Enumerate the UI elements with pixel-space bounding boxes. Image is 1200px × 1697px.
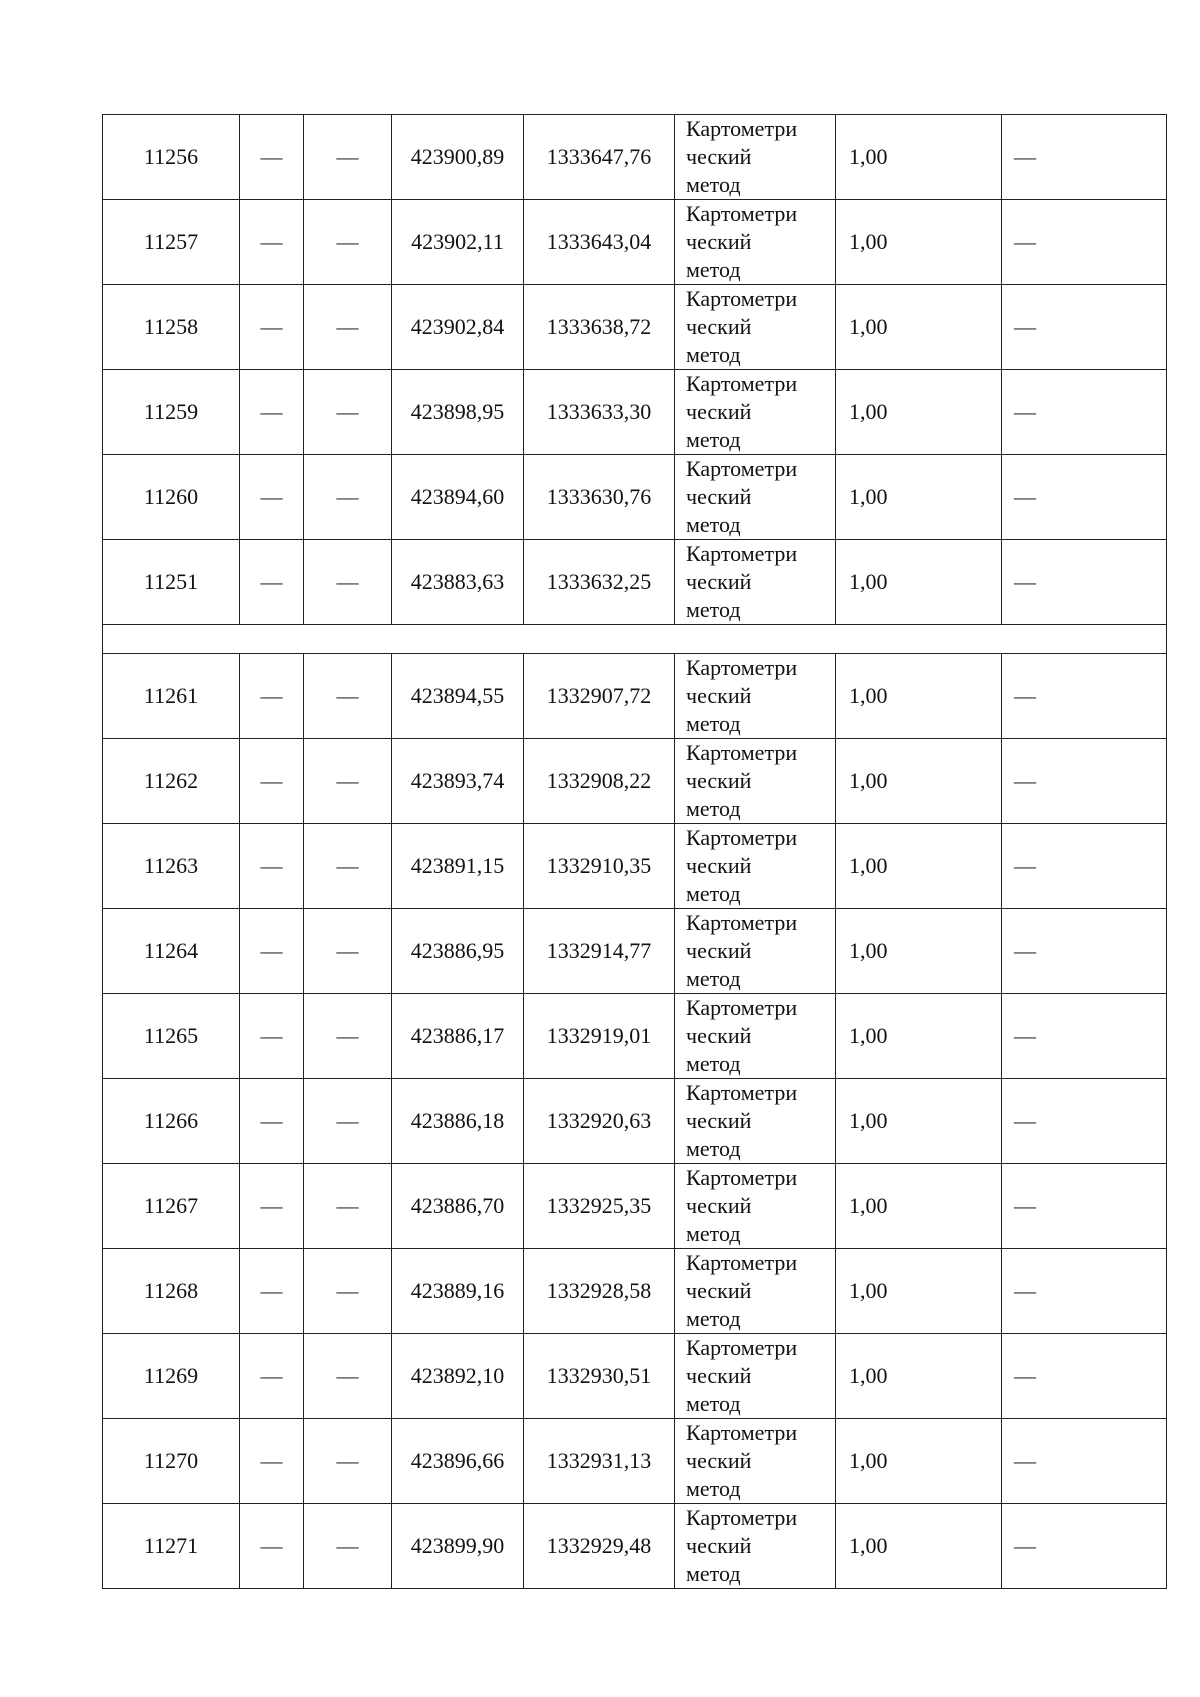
empty-dash-cell: — <box>304 1249 392 1334</box>
method-line: метод <box>686 1051 741 1076</box>
empty-dash-cell: — <box>1002 1249 1167 1334</box>
coordinate-x-cell: 423883,63 <box>392 540 524 625</box>
method-line: метод <box>686 1476 741 1501</box>
empty-dash-cell: — <box>240 654 304 739</box>
method-cell <box>675 455 836 540</box>
method-line: ческий <box>686 1448 752 1473</box>
method-line: ческий <box>686 683 752 708</box>
empty-dash-cell: — <box>240 115 304 200</box>
point-number-cell: 11256 <box>103 115 240 200</box>
coordinate-y-cell: 1333638,72 <box>524 285 675 370</box>
method-line: метод <box>686 512 741 537</box>
empty-dash-cell: — <box>240 1334 304 1419</box>
method-line: метод <box>686 427 741 452</box>
coordinate-y-cell: 1333647,76 <box>524 115 675 200</box>
method-cell <box>675 200 836 285</box>
method-cell <box>675 370 836 455</box>
method-line: метод <box>686 1561 741 1586</box>
group-separator-cell <box>103 625 1167 654</box>
table-row <box>103 739 1167 824</box>
coordinates-table <box>102 114 1167 1589</box>
empty-dash-cell: — <box>304 540 392 625</box>
table-row <box>103 824 1167 909</box>
accuracy-cell: 1,00 <box>836 824 1002 909</box>
accuracy-cell: 1,00 <box>836 1164 1002 1249</box>
table-row <box>103 1164 1167 1249</box>
point-number-cell: 11257 <box>103 200 240 285</box>
coordinate-x-cell: 423889,16 <box>392 1249 524 1334</box>
empty-dash-cell: — <box>304 200 392 285</box>
coordinate-y-cell: 1333633,30 <box>524 370 675 455</box>
empty-dash-cell: — <box>1002 540 1167 625</box>
empty-dash-cell: — <box>1002 994 1167 1079</box>
method-line: метод <box>686 597 741 622</box>
accuracy-cell: 1,00 <box>836 455 1002 540</box>
point-number-cell: 11262 <box>103 739 240 824</box>
empty-dash-cell: — <box>304 115 392 200</box>
empty-dash-cell: — <box>240 1504 304 1589</box>
table-row <box>103 370 1167 455</box>
empty-dash-cell: — <box>240 200 304 285</box>
empty-dash-cell: — <box>304 1419 392 1504</box>
method-line: ческий <box>686 1363 752 1388</box>
empty-dash-cell: — <box>1002 1164 1167 1249</box>
point-number-cell: 11270 <box>103 1419 240 1504</box>
method-cell <box>675 1079 836 1164</box>
empty-dash-cell: — <box>1002 1419 1167 1504</box>
method-line: Картометри <box>686 371 798 396</box>
coordinate-x-cell: 423893,74 <box>392 739 524 824</box>
method-line: Картометри <box>686 1165 798 1190</box>
empty-dash-cell: — <box>240 739 304 824</box>
method-line: Картометри <box>686 1250 798 1275</box>
method-line: метод <box>686 1391 741 1416</box>
empty-dash-cell: — <box>304 1164 392 1249</box>
point-number-cell: 11271 <box>103 1504 240 1589</box>
method-line: Картометри <box>686 1505 798 1530</box>
coordinate-x-cell: 423886,17 <box>392 994 524 1079</box>
point-number-cell: 11259 <box>103 370 240 455</box>
empty-dash-cell: — <box>1002 909 1167 994</box>
accuracy-cell: 1,00 <box>836 739 1002 824</box>
method-cell <box>675 994 836 1079</box>
empty-dash-cell: — <box>1002 1079 1167 1164</box>
coordinate-y-cell: 1332931,13 <box>524 1419 675 1504</box>
coordinate-x-cell: 423898,95 <box>392 370 524 455</box>
method-line: Картометри <box>686 201 798 226</box>
table-row <box>103 1419 1167 1504</box>
method-line: Картометри <box>686 1335 798 1360</box>
method-cell <box>675 115 836 200</box>
method-line: Картометри <box>686 541 798 566</box>
empty-dash-cell: — <box>304 654 392 739</box>
coordinate-x-cell: 423899,90 <box>392 1504 524 1589</box>
empty-dash-cell: — <box>240 824 304 909</box>
table-row <box>103 1504 1167 1589</box>
coordinate-y-cell: 1332929,48 <box>524 1504 675 1589</box>
method-line: метод <box>686 172 741 197</box>
method-line: ческий <box>686 1533 752 1558</box>
coordinate-y-cell: 1332920,63 <box>524 1079 675 1164</box>
method-line: Картометри <box>686 995 798 1020</box>
empty-dash-cell: — <box>1002 285 1167 370</box>
point-number-cell: 11260 <box>103 455 240 540</box>
method-line: Картометри <box>686 655 798 680</box>
method-line: ческий <box>686 1023 752 1048</box>
point-number-cell: 11264 <box>103 909 240 994</box>
accuracy-cell: 1,00 <box>836 909 1002 994</box>
coordinate-y-cell: 1332930,51 <box>524 1334 675 1419</box>
method-line: Картометри <box>686 456 798 481</box>
empty-dash-cell: — <box>304 909 392 994</box>
coordinate-x-cell: 423902,11 <box>392 200 524 285</box>
empty-dash-cell: — <box>240 1249 304 1334</box>
method-line: ческий <box>686 399 752 424</box>
method-cell <box>675 909 836 994</box>
method-line: ческий <box>686 938 752 963</box>
method-line: метод <box>686 796 741 821</box>
point-number-cell: 11251 <box>103 540 240 625</box>
accuracy-cell: 1,00 <box>836 1249 1002 1334</box>
empty-dash-cell: — <box>304 1504 392 1589</box>
empty-dash-cell: — <box>1002 1504 1167 1589</box>
method-cell <box>675 824 836 909</box>
accuracy-cell: 1,00 <box>836 1419 1002 1504</box>
coordinate-x-cell: 423886,70 <box>392 1164 524 1249</box>
coordinate-y-cell: 1333630,76 <box>524 455 675 540</box>
accuracy-cell: 1,00 <box>836 994 1002 1079</box>
table-row <box>103 200 1167 285</box>
coordinate-x-cell: 423886,95 <box>392 909 524 994</box>
method-line: Картометри <box>686 286 798 311</box>
empty-dash-cell: — <box>1002 654 1167 739</box>
table-row <box>103 285 1167 370</box>
coordinate-y-cell: 1332925,35 <box>524 1164 675 1249</box>
accuracy-cell: 1,00 <box>836 540 1002 625</box>
empty-dash-cell: — <box>1002 1334 1167 1419</box>
method-line: Картометри <box>686 740 798 765</box>
method-line: ческий <box>686 484 752 509</box>
method-line: метод <box>686 1136 741 1161</box>
empty-dash-cell: — <box>1002 370 1167 455</box>
method-line: Картометри <box>686 1080 798 1105</box>
coordinate-y-cell: 1332919,01 <box>524 994 675 1079</box>
group-separator-row <box>103 625 1167 654</box>
method-line: ческий <box>686 229 752 254</box>
empty-dash-cell: — <box>240 1419 304 1504</box>
empty-dash-cell: — <box>240 370 304 455</box>
accuracy-cell: 1,00 <box>836 370 1002 455</box>
method-line: ческий <box>686 144 752 169</box>
point-number-cell: 11265 <box>103 994 240 1079</box>
method-cell <box>675 1419 836 1504</box>
empty-dash-cell: — <box>240 1079 304 1164</box>
method-line: Картометри <box>686 116 798 141</box>
point-number-cell: 11267 <box>103 1164 240 1249</box>
point-number-cell: 11268 <box>103 1249 240 1334</box>
coordinate-x-cell: 423902,84 <box>392 285 524 370</box>
empty-dash-cell: — <box>304 370 392 455</box>
accuracy-cell: 1,00 <box>836 1334 1002 1419</box>
method-cell <box>675 739 836 824</box>
method-line: метод <box>686 257 741 282</box>
method-line: метод <box>686 881 741 906</box>
coordinate-y-cell: 1332914,77 <box>524 909 675 994</box>
method-line: ческий <box>686 569 752 594</box>
coordinate-y-cell: 1332908,22 <box>524 739 675 824</box>
empty-dash-cell: — <box>240 909 304 994</box>
table-row <box>103 1249 1167 1334</box>
empty-dash-cell: — <box>1002 824 1167 909</box>
accuracy-cell: 1,00 <box>836 1079 1002 1164</box>
empty-dash-cell: — <box>1002 200 1167 285</box>
empty-dash-cell: — <box>240 285 304 370</box>
method-line: метод <box>686 711 741 736</box>
method-cell <box>675 654 836 739</box>
method-line: ческий <box>686 768 752 793</box>
document-page <box>102 114 1166 1589</box>
coordinate-x-cell: 423896,66 <box>392 1419 524 1504</box>
method-line: Картометри <box>686 825 798 850</box>
method-line: Картометри <box>686 1420 798 1445</box>
coordinate-x-cell: 423894,60 <box>392 455 524 540</box>
method-line: ческий <box>686 314 752 339</box>
empty-dash-cell: — <box>304 739 392 824</box>
empty-dash-cell: — <box>304 285 392 370</box>
accuracy-cell: 1,00 <box>836 115 1002 200</box>
method-cell <box>675 540 836 625</box>
method-line: ческий <box>686 1108 752 1133</box>
empty-dash-cell: — <box>1002 455 1167 540</box>
coordinate-y-cell: 1332907,72 <box>524 654 675 739</box>
accuracy-cell: 1,00 <box>836 285 1002 370</box>
point-number-cell: 11258 <box>103 285 240 370</box>
table-row <box>103 115 1167 200</box>
empty-dash-cell: — <box>304 994 392 1079</box>
table-row <box>103 540 1167 625</box>
coordinate-y-cell: 1333643,04 <box>524 200 675 285</box>
empty-dash-cell: — <box>304 455 392 540</box>
method-line: метод <box>686 1221 741 1246</box>
coordinate-y-cell: 1332910,35 <box>524 824 675 909</box>
method-cell <box>675 1164 836 1249</box>
coordinate-x-cell: 423892,10 <box>392 1334 524 1419</box>
table-row <box>103 1334 1167 1419</box>
empty-dash-cell: — <box>240 455 304 540</box>
point-number-cell: 11261 <box>103 654 240 739</box>
method-line: метод <box>686 966 741 991</box>
coordinate-y-cell: 1332928,58 <box>524 1249 675 1334</box>
method-cell <box>675 285 836 370</box>
coordinate-x-cell: 423886,18 <box>392 1079 524 1164</box>
table-row <box>103 1079 1167 1164</box>
method-cell <box>675 1334 836 1419</box>
empty-dash-cell: — <box>304 824 392 909</box>
empty-dash-cell: — <box>240 540 304 625</box>
table-row <box>103 455 1167 540</box>
empty-dash-cell: — <box>304 1334 392 1419</box>
empty-dash-cell: — <box>304 1079 392 1164</box>
method-line: Картометри <box>686 910 798 935</box>
method-cell <box>675 1504 836 1589</box>
method-line: метод <box>686 1306 741 1331</box>
coordinate-y-cell: 1333632,25 <box>524 540 675 625</box>
point-number-cell: 11269 <box>103 1334 240 1419</box>
empty-dash-cell: — <box>240 994 304 1079</box>
accuracy-cell: 1,00 <box>836 1504 1002 1589</box>
method-line: ческий <box>686 1278 752 1303</box>
method-line: метод <box>686 342 741 367</box>
method-cell <box>675 1249 836 1334</box>
coordinate-x-cell: 423891,15 <box>392 824 524 909</box>
coordinate-x-cell: 423900,89 <box>392 115 524 200</box>
method-line: ческий <box>686 853 752 878</box>
empty-dash-cell: — <box>240 1164 304 1249</box>
table-row <box>103 994 1167 1079</box>
method-line: ческий <box>686 1193 752 1218</box>
accuracy-cell: 1,00 <box>836 200 1002 285</box>
table-row <box>103 909 1167 994</box>
empty-dash-cell: — <box>1002 115 1167 200</box>
point-number-cell: 11266 <box>103 1079 240 1164</box>
point-number-cell: 11263 <box>103 824 240 909</box>
accuracy-cell: 1,00 <box>836 654 1002 739</box>
coordinate-x-cell: 423894,55 <box>392 654 524 739</box>
empty-dash-cell: — <box>1002 739 1167 824</box>
table-row <box>103 654 1167 739</box>
